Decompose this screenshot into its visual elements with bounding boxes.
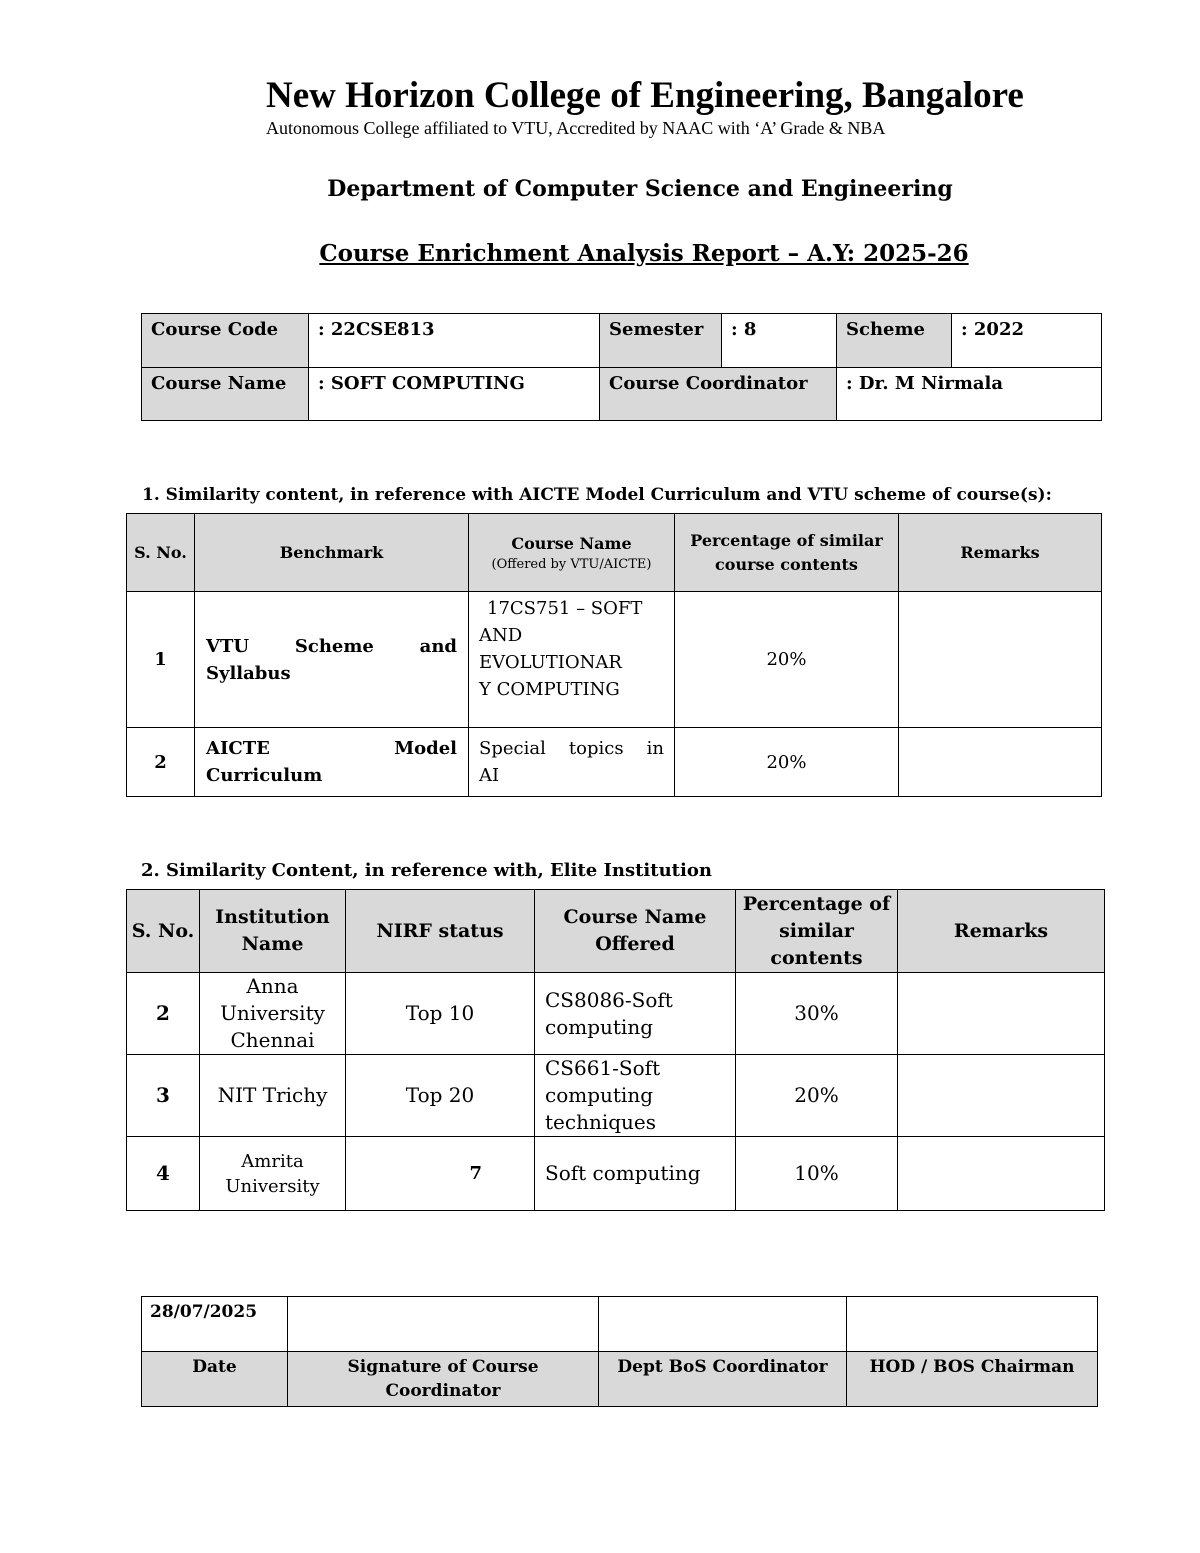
course-coordinator-label: Course Coordinator <box>600 368 837 421</box>
t2-header-remarks: Remarks <box>898 890 1105 973</box>
t1-row1-benchmark-word3: and <box>419 635 457 657</box>
table-row <box>127 1137 1105 1211</box>
t1-header-sno: S. No. <box>127 514 195 592</box>
t2-row1-nirf: Top 10 <box>346 973 535 1055</box>
semester-label: Semester <box>600 314 722 368</box>
t1-header-remarks: Remarks <box>899 514 1102 592</box>
t2-row2-remarks <box>898 1055 1105 1137</box>
t1-row1-benchmark-word1: VTU <box>206 635 250 657</box>
t1-row2-benchmark-word3: Curriculum <box>206 765 323 786</box>
signature-bos-space <box>599 1297 847 1352</box>
section2-heading: 2. Similarity Content, in reference with, Elite Institution <box>141 860 712 881</box>
scheme-label: Scheme <box>837 314 952 368</box>
t2-row2-institution: NIT Trichy <box>200 1055 346 1137</box>
signature-date-label: Date <box>142 1352 288 1407</box>
t2-row3-course: Soft computing <box>535 1137 736 1211</box>
signature-coordinator-space <box>288 1297 599 1352</box>
signature-coordinator-label: Signature of Course Coordinator <box>288 1352 599 1407</box>
t1-header-course-name-label: Course Name <box>511 533 632 553</box>
t2-row3-institution: Amrita University <box>200 1137 346 1211</box>
t2-row2-percentage: 20% <box>736 1055 898 1137</box>
t1-row1-benchmark <box>195 592 469 728</box>
t1-row1-course-line1: 17CS751 – SOFT <box>487 598 643 619</box>
t2-row1-institution: Anna University Chennai <box>200 973 346 1055</box>
course-code-value: : 22CSE813 <box>309 314 600 368</box>
t2-row3-sno: 4 <box>127 1137 200 1211</box>
signature-hod-label: HOD / BOS Chairman <box>847 1352 1098 1407</box>
t2-header-course-name: Course Name Offered <box>535 890 736 973</box>
t1-row2-course-word3: in <box>646 738 664 759</box>
signature-table <box>141 1296 1098 1407</box>
t1-row1-course <box>469 592 675 728</box>
signature-bos-label: Dept BoS Coordinator <box>599 1352 847 1407</box>
t1-row2-sno: 2 <box>127 728 195 797</box>
aicte-vtu-similarity-table <box>126 513 1102 797</box>
college-name: New Horizon College of Engineering, Bangalore <box>266 75 1024 116</box>
t1-row2-benchmark-word1: AICTE <box>206 738 270 759</box>
t2-row2-course: CS661-Soft computing techniques <box>535 1055 736 1137</box>
t2-row3-remarks <box>898 1137 1105 1211</box>
table-row <box>127 973 1105 1055</box>
t1-row1-percentage: 20% <box>675 592 899 728</box>
t1-row2-course <box>469 728 675 797</box>
t1-row1-course-line3: EVOLUTIONAR <box>479 652 622 673</box>
t1-header-course-name <box>469 514 675 592</box>
course-code-label: Course Code <box>142 314 309 368</box>
t1-row2-course-word2: topics <box>568 738 624 759</box>
t2-row2-nirf: Top 20 <box>346 1055 535 1137</box>
t1-row1-benchmark-word2: Scheme <box>294 635 374 657</box>
section1-heading: 1. Similarity content, in reference with AICTE Model Curriculum and VTU scheme of course(s): <box>142 485 1052 505</box>
table-row <box>127 1055 1105 1137</box>
course-info-table <box>141 313 1102 421</box>
t2-row3-nirf: 7 <box>346 1137 535 1211</box>
t1-row1-sno: 1 <box>127 592 195 728</box>
t2-row1-remarks <box>898 973 1105 1055</box>
t1-row1-remarks <box>899 592 1102 728</box>
course-coordinator-value: : Dr. M Nirmala <box>837 368 1102 421</box>
course-name-value: : SOFT COMPUTING <box>309 368 600 421</box>
scheme-value: : 2022 <box>952 314 1102 368</box>
t1-header-course-name-note: (Offered by VTU/AICTE) <box>491 556 652 572</box>
t2-row1-percentage: 30% <box>736 973 898 1055</box>
department-title: Department of Computer Science and Engineering <box>327 176 953 202</box>
t1-row2-course-word1: Special <box>479 738 546 759</box>
signature-date-value: 28/07/2025 <box>142 1297 288 1352</box>
elite-institution-similarity-table <box>126 889 1105 1211</box>
college-subtitle: Autonomous College affiliated to VTU, Accredited by NAAC with ‘A’ Grade & NBA <box>266 118 886 138</box>
t1-row1-course-line4: Y COMPUTING <box>479 679 620 700</box>
t2-row3-percentage: 10% <box>736 1137 898 1211</box>
t2-row2-sno: 3 <box>127 1055 200 1137</box>
t1-row2-benchmark <box>195 728 469 797</box>
t1-row1-benchmark-word4: Syllabus <box>206 662 291 684</box>
t2-row1-sno: 2 <box>127 973 200 1055</box>
t2-row1-course: CS8086-Soft computing <box>535 973 736 1055</box>
t1-row2-remarks <box>899 728 1102 797</box>
table-row <box>127 592 1102 728</box>
t2-header-percentage: Percentage of similar contents <box>736 890 898 973</box>
t1-header-percentage: Percentage of similar course contents <box>675 514 899 592</box>
report-title: Course Enrichment Analysis Report – A.Y: 2025-26 <box>319 240 969 267</box>
t2-header-nirf: NIRF status <box>346 890 535 973</box>
t1-row2-benchmark-word2: Model <box>394 738 457 759</box>
t1-row1-course-line2: AND <box>479 625 523 646</box>
t1-row2-course-word4: AI <box>479 765 500 786</box>
t1-header-benchmark: Benchmark <box>195 514 469 592</box>
t1-row2-percentage: 20% <box>675 728 899 797</box>
course-name-label: Course Name <box>142 368 309 421</box>
signature-hod-space <box>847 1297 1098 1352</box>
t2-header-sno: S. No. <box>127 890 200 973</box>
t2-header-institution: Institution Name <box>200 890 346 973</box>
table-row <box>127 728 1102 797</box>
semester-value: : 8 <box>722 314 837 368</box>
